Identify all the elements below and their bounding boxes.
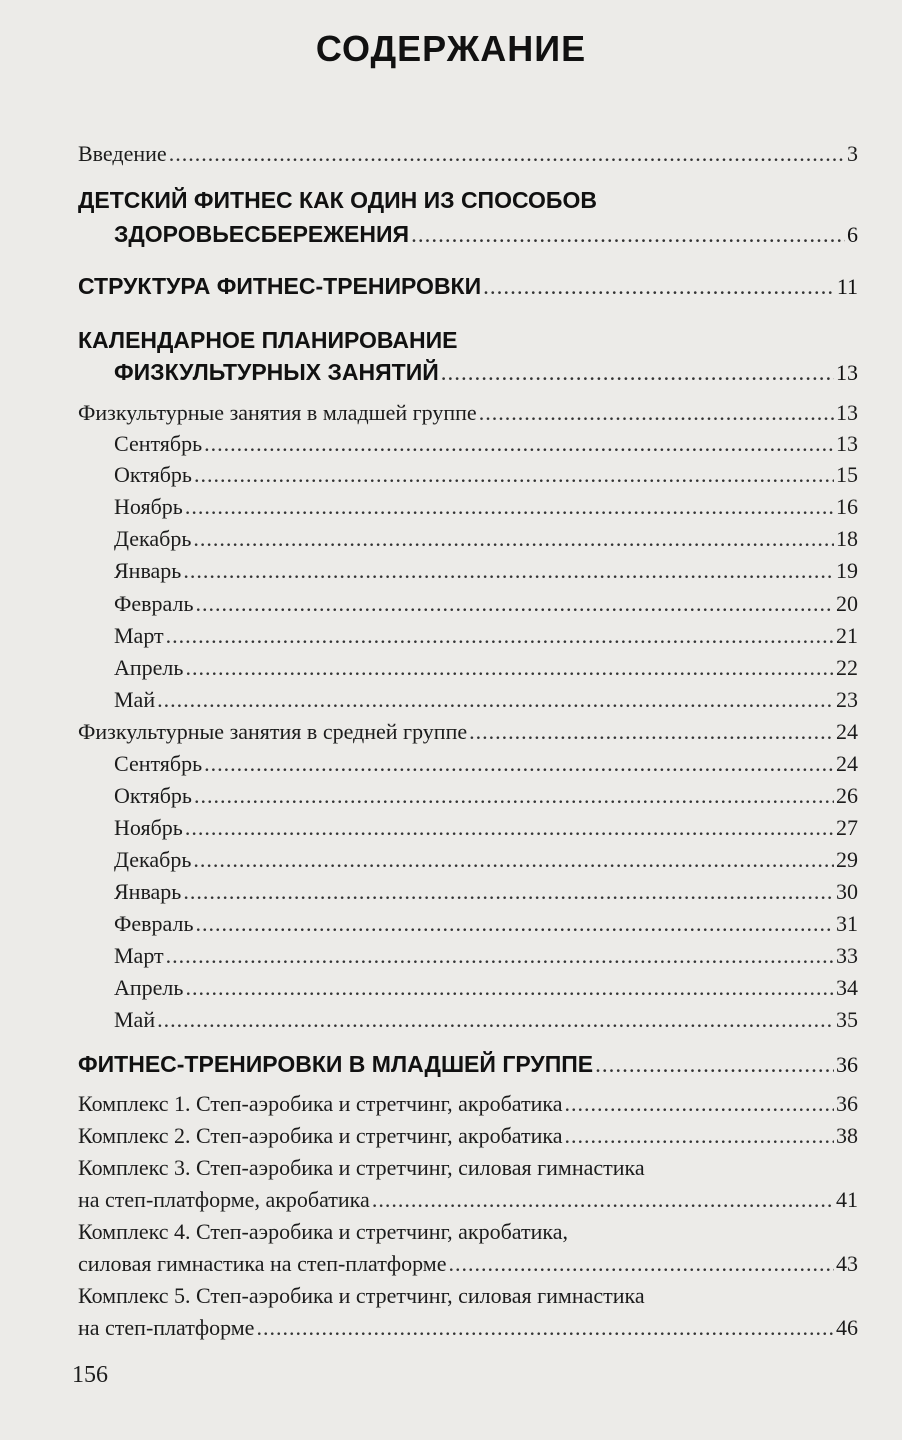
toc-entry-label: Ноябрь	[114, 494, 183, 519]
toc-entry-month[interactable]	[78, 493, 858, 521]
toc-entry-label: Физкультурные занятия в средней группе	[78, 719, 468, 744]
leader-dots	[372, 1186, 834, 1214]
toc-entry-label: Март	[114, 623, 164, 648]
toc-page-number: 13	[836, 360, 858, 385]
toc-page-number: 31	[836, 911, 858, 936]
toc-entry-label: Апрель	[114, 655, 184, 680]
leader-dots	[185, 654, 834, 682]
leader-dots	[183, 878, 834, 906]
toc-entry-label: ФИТНЕС-ТРЕНИРОВКИ В МЛАДШЕЙ ГРУППЕ	[78, 1051, 594, 1077]
leader-dots	[185, 493, 834, 521]
leader-dots	[564, 1090, 834, 1118]
toc-entry-label: Сентябрь	[114, 751, 203, 776]
leader-dots	[441, 359, 834, 387]
toc-entry-label: Введение	[78, 141, 167, 166]
toc-entry-label: Май	[114, 1007, 156, 1032]
toc-page-number: 29	[836, 847, 858, 872]
toc-page-number: 33	[836, 943, 858, 968]
toc-entry-calendar-planning[interactable]	[78, 358, 858, 387]
toc-entry-month[interactable]	[78, 942, 858, 970]
toc-page-number: 34	[836, 975, 858, 1000]
toc-entry-label: Январь	[114, 558, 182, 583]
toc-entry-line: Комплекс 4. Степ-аэробика и стретчинг, акробатика,	[78, 1219, 568, 1244]
leader-dots	[564, 1122, 834, 1150]
toc-entry-month[interactable]	[78, 910, 858, 938]
page-number-footer: 156	[72, 1362, 108, 1388]
toc-entry-month[interactable]	[78, 430, 858, 458]
toc-page-number: 23	[836, 687, 858, 712]
leader-dots	[595, 1051, 834, 1079]
toc-entry-line: Комплекс 5. Степ-аэробика и стретчинг, силовая гимнастика	[78, 1283, 645, 1308]
toc-page-number: 30	[836, 879, 858, 904]
leader-dots	[169, 140, 845, 168]
toc-entry-label: на степ-платформе, акробатика	[78, 1187, 370, 1212]
toc-page-number: 13	[836, 431, 858, 456]
toc-entry-label: Физкультурные занятия в младшей группе	[78, 400, 477, 425]
toc-page-number: 3	[847, 141, 858, 166]
toc-page-number: 15	[836, 462, 858, 487]
toc-entry-children-fitness[interactable]	[78, 220, 858, 249]
leader-dots	[411, 221, 845, 249]
toc-entry-label: ФИЗКУЛЬТУРНЫХ ЗАНЯТИЙ	[114, 359, 439, 385]
toc-entry-complex-3[interactable]	[78, 1186, 858, 1214]
toc-entry-label: Февраль	[114, 591, 194, 616]
toc-page-number: 41	[836, 1187, 858, 1212]
toc-entry-month[interactable]	[78, 525, 858, 553]
toc-page-number: 26	[836, 783, 858, 808]
toc-page-number: 19	[836, 558, 858, 583]
toc-page-number: 6	[847, 222, 858, 247]
toc-entry-label: Комплекс 1. Степ-аэробика и стретчинг, акробатика	[78, 1091, 563, 1116]
toc-entry-complex-2[interactable]	[78, 1122, 858, 1150]
toc-entry-label: Январь	[114, 879, 182, 904]
toc-page-number: 35	[836, 1007, 858, 1032]
leader-dots	[204, 430, 834, 458]
leader-dots	[479, 399, 834, 427]
toc-entry-label: Октябрь	[114, 462, 192, 487]
page-title: СОДЕРЖАНИЕ	[315, 28, 587, 69]
toc-entry-structure[interactable]	[78, 272, 858, 301]
toc-entry-label: Декабрь	[114, 526, 192, 551]
toc-entry-month[interactable]	[78, 782, 858, 810]
leader-dots	[204, 750, 834, 778]
toc-entry-month[interactable]	[78, 814, 858, 842]
toc-entry-label: Сентябрь	[114, 431, 203, 456]
toc-section-heading-line: КАЛЕНДАРНОЕ ПЛАНИРОВАНИЕ	[78, 327, 458, 353]
toc-entry-label: Комплекс 2. Степ-аэробика и стретчинг, акробатика	[78, 1123, 563, 1148]
leader-dots	[183, 557, 834, 585]
leader-dots	[166, 942, 834, 970]
toc-entry-middle-group[interactable]	[78, 718, 858, 746]
leader-dots	[196, 910, 834, 938]
toc-page-number: 24	[836, 751, 858, 776]
toc-page-number: 21	[836, 623, 858, 648]
leader-dots	[185, 814, 834, 842]
toc-entry-label: Ноябрь	[114, 815, 183, 840]
toc-entry-month[interactable]	[78, 750, 858, 778]
toc-entry-label: Февраль	[114, 911, 194, 936]
toc-entry-label: Октябрь	[114, 783, 192, 808]
leader-dots	[448, 1250, 834, 1278]
toc-entry-month[interactable]	[78, 846, 858, 874]
toc-page-number: 22	[836, 655, 858, 680]
toc-page-number: 27	[836, 815, 858, 840]
toc-entry-label: Май	[114, 687, 156, 712]
toc-entry-line: Комплекс 3. Степ-аэробика и стретчинг, силовая гимнастика	[78, 1155, 645, 1180]
toc-entry-label: Декабрь	[114, 847, 192, 872]
toc-entry-month[interactable]	[78, 1006, 858, 1034]
toc-entry-month[interactable]	[78, 654, 858, 682]
toc-entry-month[interactable]	[78, 878, 858, 906]
toc-page-number: 13	[836, 400, 858, 425]
toc-page-number: 36	[836, 1052, 858, 1077]
leader-dots	[166, 622, 834, 650]
toc-page-number: 16	[836, 494, 858, 519]
toc-entry-month[interactable]	[78, 686, 858, 714]
toc-entry-month[interactable]	[78, 557, 858, 585]
toc-section-heading-line: ДЕТСКИЙ ФИТНЕС КАК ОДИН ИЗ СПОСОБОВ	[78, 187, 597, 213]
leader-dots	[193, 525, 834, 553]
toc-page-number: 11	[836, 274, 858, 299]
toc-entry-intro[interactable]	[78, 140, 858, 168]
toc-entry-complex-1[interactable]	[78, 1090, 858, 1118]
toc-entry-label: ЗДОРОВЬЕСБЕРЕЖЕНИЯ	[114, 221, 410, 247]
toc-entry-label: СТРУКТУРА ФИТНЕС-ТРЕНИРОВКИ	[78, 273, 482, 299]
leader-dots	[185, 974, 834, 1002]
toc-page-number: 18	[836, 526, 858, 551]
leader-dots	[194, 461, 834, 489]
leader-dots	[196, 590, 834, 618]
leader-dots	[193, 846, 834, 874]
leader-dots	[256, 1314, 834, 1342]
toc-entry-label: на степ-платформе	[78, 1315, 255, 1340]
leader-dots	[483, 273, 835, 301]
toc-page-number: 43	[836, 1251, 858, 1276]
toc-entry-junior-group[interactable]	[78, 399, 858, 427]
toc-entry-junior-trainings[interactable]	[78, 1050, 858, 1079]
toc-page-number: 20	[836, 591, 858, 616]
toc-entry-month[interactable]	[78, 461, 858, 489]
toc-page-number: 36	[836, 1091, 858, 1116]
leader-dots	[194, 782, 834, 810]
toc-entry-complex-4[interactable]	[78, 1250, 858, 1278]
toc-entry-month[interactable]	[78, 590, 858, 618]
toc-entry-label: Март	[114, 943, 164, 968]
toc-entry-complex-5[interactable]	[78, 1314, 858, 1342]
leader-dots	[469, 718, 834, 746]
toc-entry-label: Апрель	[114, 975, 184, 1000]
toc-page-number: 46	[836, 1315, 858, 1340]
leader-dots	[157, 1006, 834, 1034]
leader-dots	[157, 686, 834, 714]
toc-page-number: 38	[836, 1123, 858, 1148]
toc-entry-label: силовая гимнастика на степ-платформе	[78, 1251, 447, 1276]
toc-entry-month[interactable]	[78, 974, 858, 1002]
toc-page-number: 24	[836, 719, 858, 744]
toc-entry-month[interactable]	[78, 622, 858, 650]
